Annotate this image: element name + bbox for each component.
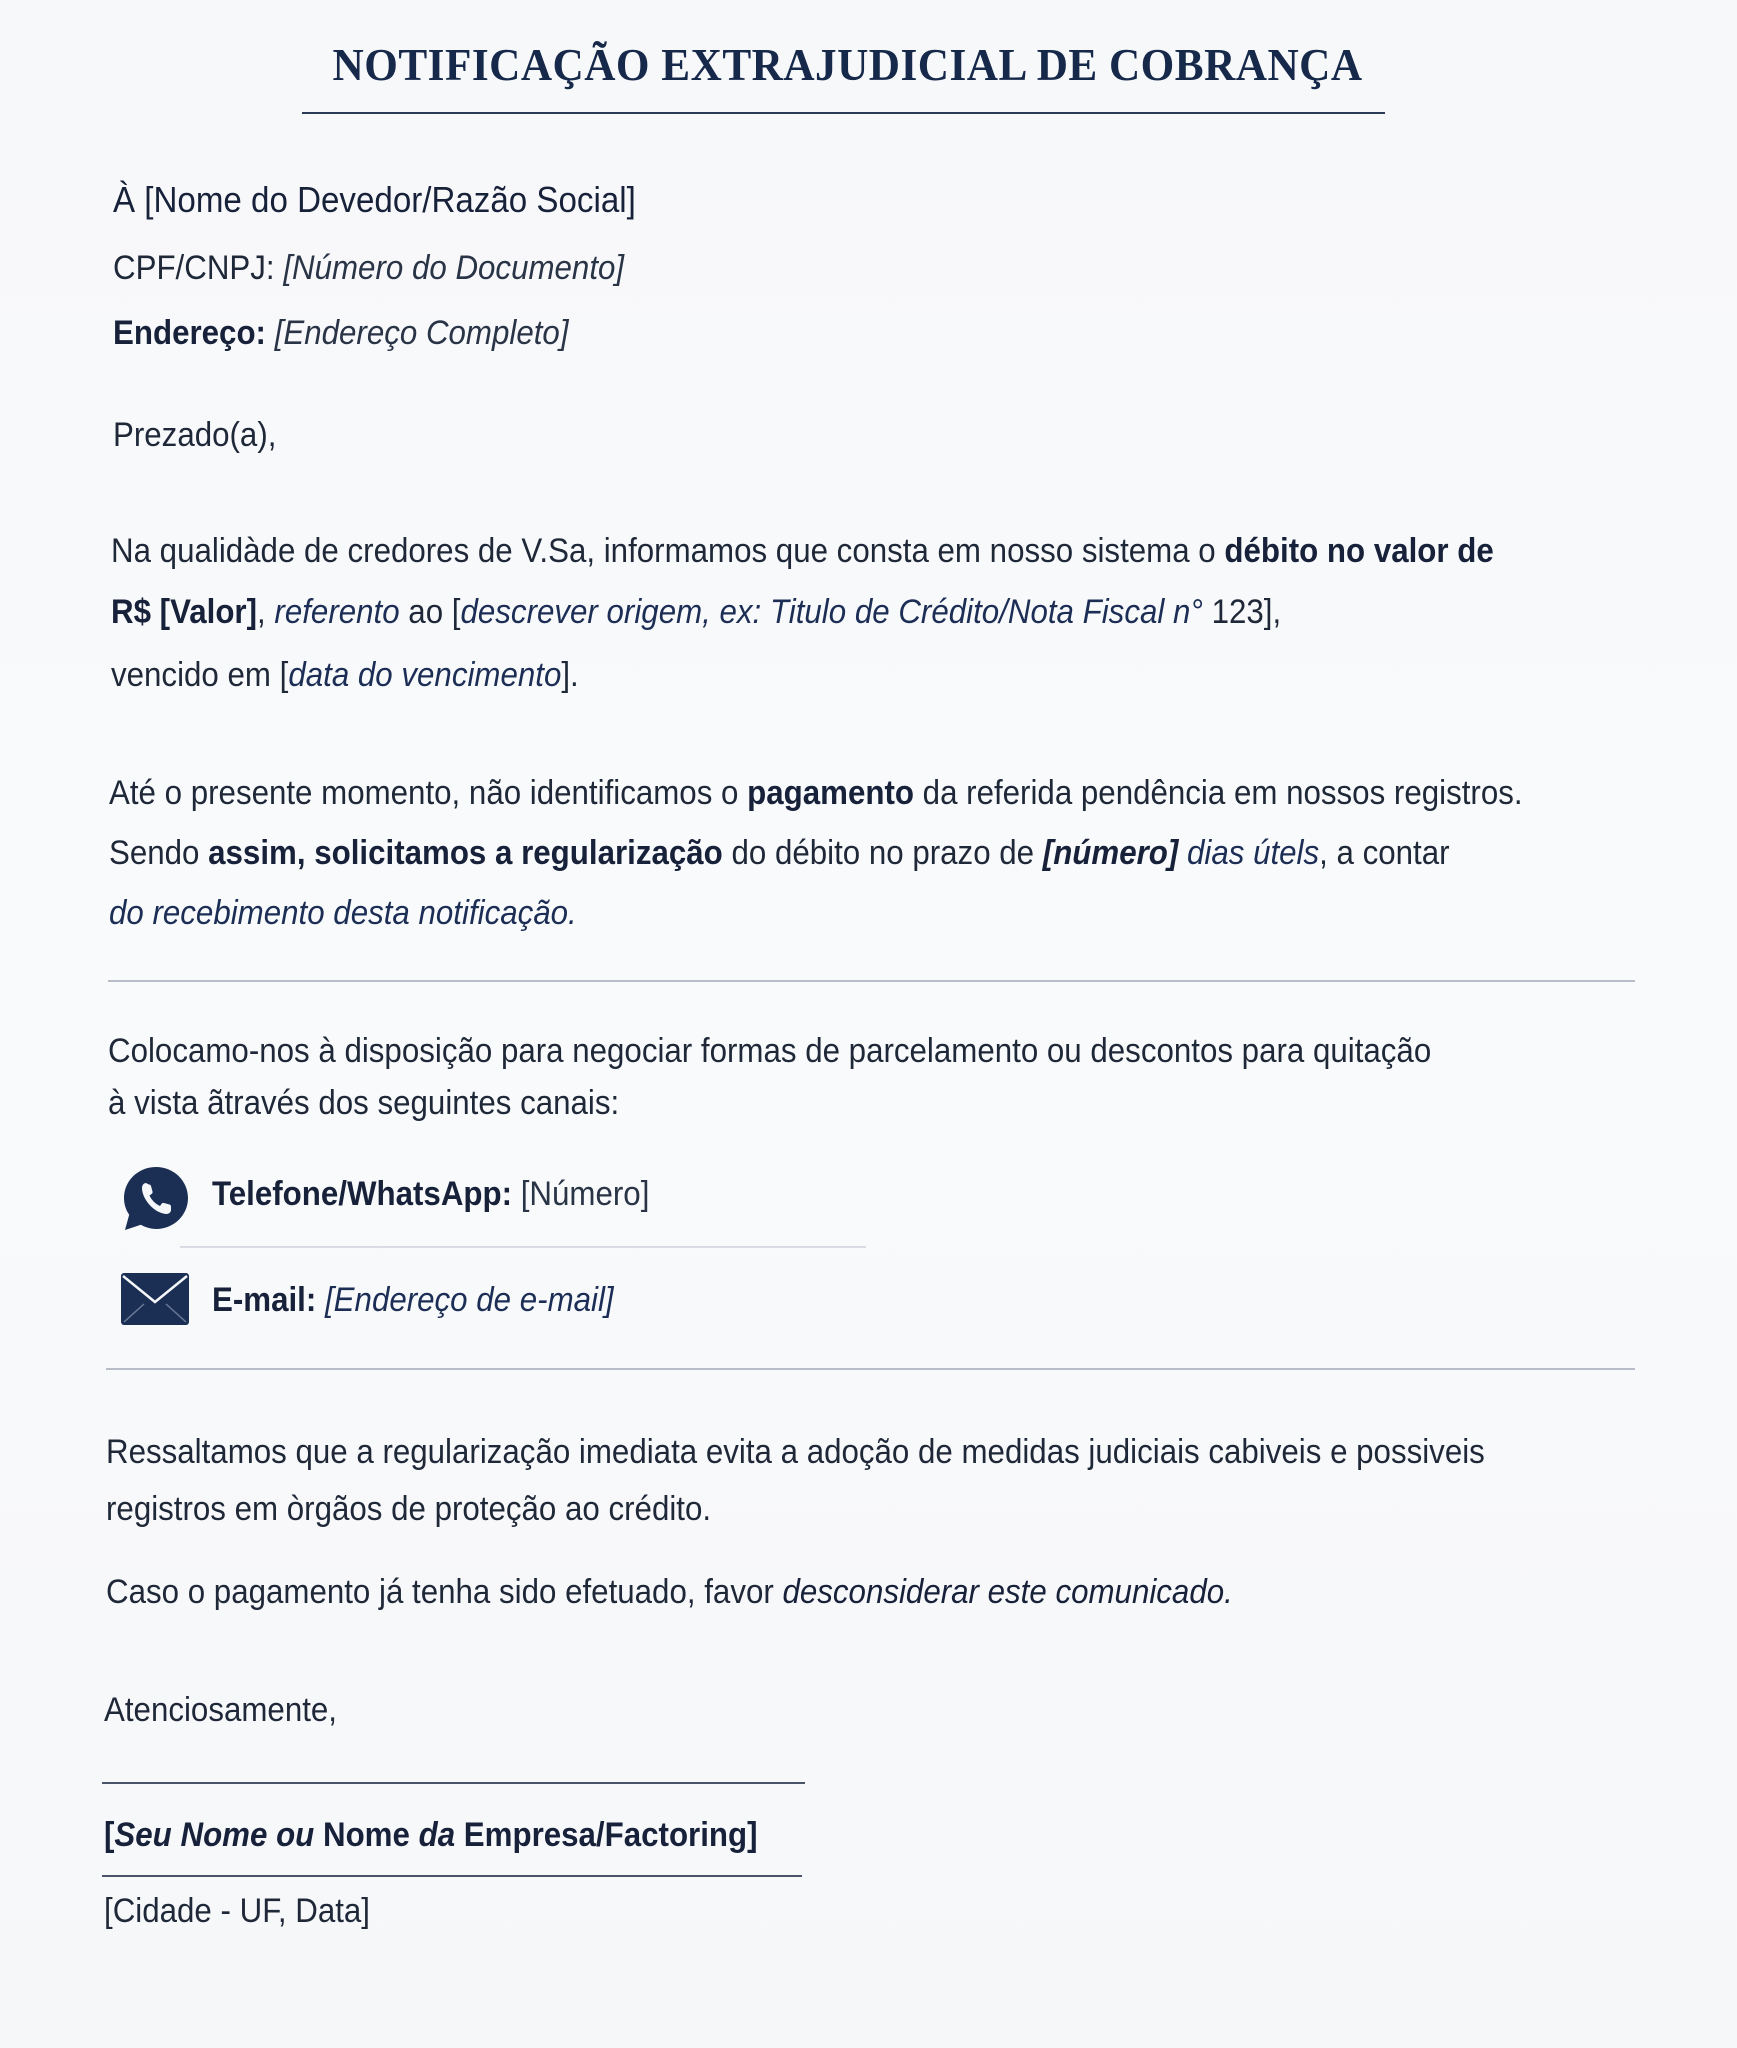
text-span: Caso o pagamento já tenha sido efetuado, favor <box>106 1573 783 1611</box>
address-label: Endereço: <box>113 314 266 352</box>
section-divider <box>106 1368 1635 1370</box>
text-span: Na qualidàde de credores de V.Sa, informamos que consta em nosso sistema o <box>111 532 1225 570</box>
text-span: [ <box>104 1816 115 1854</box>
contact-intro-line1: Colocamo-nos à disposição para negociar formas de parcelamento ou descontos para quitação <box>108 1032 1432 1070</box>
envelope-icon <box>120 1272 190 1326</box>
text-span: Empresa/Factoring] <box>455 1816 758 1854</box>
paragraph4 <box>106 1572 1233 1612</box>
days-placeholder: [número] <box>1042 834 1179 872</box>
debt-amount-emphasis: débito no valor de <box>1224 532 1494 570</box>
origin-placeholder: descrever origem, ex: Titulo de Crédito/Nota Fiscal n° <box>460 593 1203 631</box>
text-span: ao [ <box>399 593 461 631</box>
business-days-text: dias útels <box>1178 834 1320 872</box>
disregard-notice: desconsiderar este comunicado. <box>782 1573 1233 1611</box>
payment-emphasis: pagamento <box>747 774 914 812</box>
text-span: da referida pendência em nossos registros. <box>913 774 1523 812</box>
text-span: Sendo <box>109 834 209 872</box>
signature-underline <box>102 1875 802 1877</box>
text-span: ]. <box>561 656 579 694</box>
document-title: NOTIFICAÇÃO EXTRAJUDICIAL DE COBRANÇA <box>332 39 1363 90</box>
text-span: , <box>257 593 275 631</box>
recipient-name <box>113 180 636 220</box>
phone-label: Telefone/WhatsApp: <box>212 1175 513 1213</box>
title-underline <box>302 112 1385 114</box>
address-value: [Endereço Completo] <box>274 314 569 352</box>
closing: Atenciosamente, <box>104 1691 338 1729</box>
text-span: Seu Nome ou <box>114 1816 315 1854</box>
paragraph3-line1: Ressaltamos que a regularização imediata evita a adoção de medidas judiciais cabiveis e possiveis <box>106 1433 1485 1471</box>
section-divider <box>108 980 1635 982</box>
paragraph3-line2: registros em òrgãos de proteção ao crédito. <box>106 1490 712 1528</box>
recipient-document <box>113 248 624 288</box>
contact-email <box>212 1280 614 1320</box>
paragraph1-line3 <box>111 655 579 695</box>
text-span: Nome <box>314 1816 419 1854</box>
document-value: [Número do Documento] <box>283 249 625 287</box>
signature-name <box>104 1815 758 1855</box>
due-date-placeholder: data do vencimento <box>288 656 562 694</box>
paragraph2-line2 <box>109 833 1450 873</box>
paragraph1-line1 <box>111 531 1494 571</box>
text-span: , a contar <box>1319 834 1450 872</box>
text-span: da <box>418 1816 456 1854</box>
recipient-address <box>113 313 569 353</box>
contact-phone <box>212 1174 649 1214</box>
text-span: referento <box>274 593 400 631</box>
phone-value: [Número] <box>520 1175 650 1213</box>
contact-intro-line2: à vista ãtravés dos seguintes canais: <box>108 1084 620 1122</box>
recipient-name-text: À [Nome do Devedor/Razão Social] <box>113 179 636 220</box>
text-span: do débito no prazo de <box>722 834 1043 872</box>
email-value: [Endereço de e-mail] <box>324 1281 614 1319</box>
signature-line <box>102 1782 805 1784</box>
email-label: E-mail: <box>212 1281 317 1319</box>
paragraph2-line1 <box>109 773 1523 813</box>
text-span: vencido em [ <box>111 656 289 694</box>
whatsapp-phone-icon <box>120 1163 192 1235</box>
text-span: 123], <box>1202 593 1282 631</box>
regularization-emphasis: assim, solicitamos a regularização <box>208 834 723 872</box>
text-span: Até o presente momento, não identificamos o <box>109 774 748 812</box>
greeting: Prezado(a), <box>113 416 277 454</box>
paragraph1-line2 <box>111 592 1281 632</box>
place-date: [Cidade - UF, Data] <box>104 1892 370 1930</box>
paragraph2-line3: do recebimento desta notificação. <box>109 894 577 932</box>
amount-placeholder: R$ [Valor] <box>111 593 258 631</box>
contact-divider <box>180 1246 866 1248</box>
document-label: CPF/CNPJ: <box>113 249 275 287</box>
